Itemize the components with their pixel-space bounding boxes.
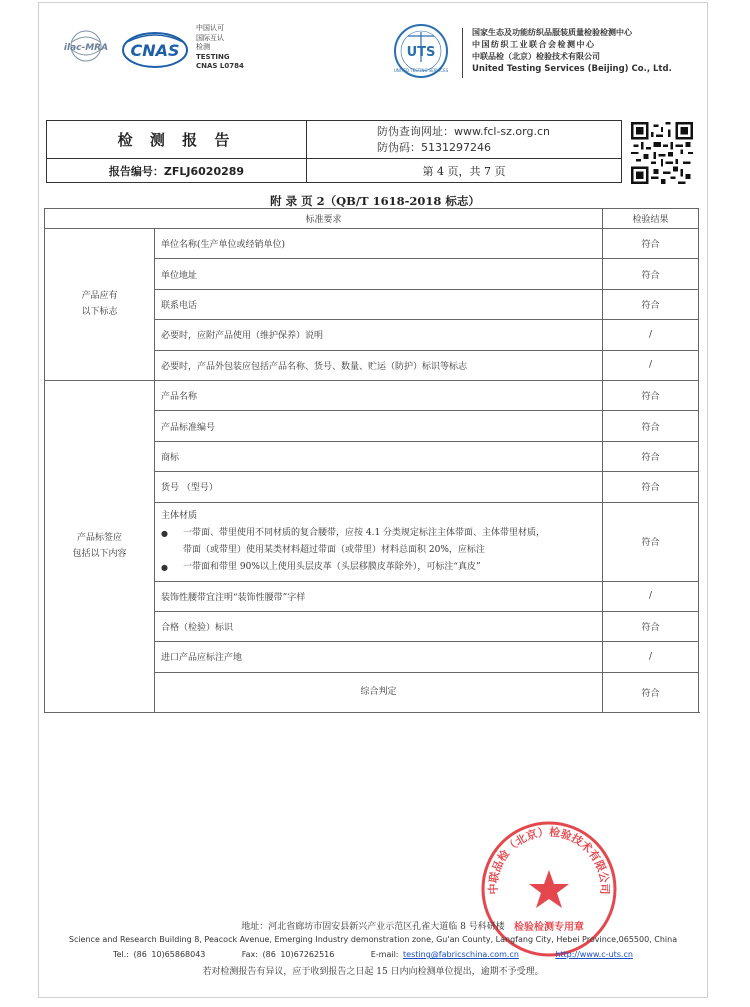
result-cell: 符合 <box>603 502 699 581</box>
column-header-result: 检验结果 <box>603 209 699 229</box>
svg-text:UNITED TESTING SERVICES: UNITED TESTING SERVICES <box>393 68 449 73</box>
appendix-title: 附 录 页 2（QB/T 1618-2018 标志） <box>270 194 480 208</box>
website-link[interactable]: http://www.c-uts.cn <box>555 950 633 959</box>
footer-contacts: Tel.: (86 10)65868043 Fax: (86 10)67262516 E-mail: testing@fabricschina.com.cn http://www.c-uts.cn <box>113 950 633 959</box>
table-row <box>45 380 699 410</box>
result-cell: 符合 <box>603 472 699 502</box>
result-cell: / <box>603 320 699 350</box>
table-row <box>45 229 699 259</box>
svg-text:检验检测专用章: 检验检测专用章 <box>514 922 584 933</box>
report-title: 检 测 报 告 <box>47 121 307 159</box>
result-cell: 符合 <box>603 441 699 471</box>
result-cell: / <box>603 581 699 611</box>
report-header-table <box>46 120 622 183</box>
anti-fake-info: 防伪查询网址：www.fcl-sz.org.cn 防伪码：5131297246 <box>307 121 622 159</box>
result-cell: / <box>603 642 699 672</box>
svg-text:UTS: UTS <box>406 45 436 60</box>
requirement-cell: 装饰性腰带宜注明“装饰性腰带”字样 <box>155 581 603 611</box>
footer-address-cn: 地址：河北省廊坊市固安县新兴产业示范区孔雀大道临 8 号科研楼 <box>241 922 505 932</box>
result-cell: 符合 <box>603 229 699 259</box>
svg-text:CNAS: CNAS <box>130 41 180 60</box>
footer-address-en: Science and Research Building 8, Peacock Avenue, Emerging Industry demonstration zone, Gu'an County, Langfang City, Hebei Province,065500, China <box>68 935 678 944</box>
category-cell: 产品标签应 包括以下内容 <box>45 380 155 712</box>
result-cell: 符合 <box>603 380 699 410</box>
requirement-cell: 联系电话 <box>155 289 603 319</box>
requirement-cell: 必要时，产品外包装应包括产品名称、货号、数量、贮运（防护）标识等标志 <box>155 350 603 380</box>
requirement-cell: 产品名称 <box>155 380 603 410</box>
result-cell: 符合 <box>603 289 699 319</box>
email-link[interactable]: testing@fabricschina.com.cn <box>403 950 519 959</box>
bullet-icon: ● <box>161 562 168 572</box>
column-header-requirement: 标准要求 <box>45 209 603 229</box>
cnas-logo <box>121 30 189 70</box>
report-number: 报告编号：ZFLJ6020289 <box>47 159 307 183</box>
requirements-table <box>44 208 699 713</box>
uts-logo <box>390 22 452 80</box>
category-cell: 产品应有 以下标志 <box>45 229 155 381</box>
requirement-cell: 单位名称(生产单位或经销单位) <box>155 229 603 259</box>
material-requirement-cell: 主体材质 ● 一带面、带里使用不同材质的复合腰带，应按 4.1 分类规定标注主体带面、主体带里材质， 带面（或带里）使用某类材料超过带面（或带里）材料总面积 20%，应标注 ● 一带面和带里 90%以上使用头层皮革（头层移膜皮革除外），可标注“真皮” <box>155 502 603 581</box>
requirement-cell: 合格（检验）标识 <box>155 611 603 641</box>
page-info: 第 4 页，共 7 页 <box>307 159 622 183</box>
organization-names: 国家生态及功能纺织品服装质量检验检测中心 中国纺织工业联合会检测中心 中联品检（北京）检验技术有限公司 United Testing Services (Beijing) Co., Ltd. <box>472 28 672 74</box>
ilac-mra-logo <box>58 28 114 70</box>
qr-code[interactable] <box>631 122 693 184</box>
requirement-cell: 货号 （型号） <box>155 472 603 502</box>
result-cell: 符合 <box>603 611 699 641</box>
requirement-cell: 商标 <box>155 441 603 471</box>
cnas-accreditation-text: 中国认可 国际互认 检测 TESTING CNAS L0784 <box>196 24 244 70</box>
svg-text:中联品检（北京）检验技术有限公司: 中联品检（北京）检验技术有限公司 <box>486 825 612 895</box>
result-cell: 符合 <box>603 259 699 289</box>
result-cell: / <box>603 350 699 380</box>
requirement-cell: 单位地址 <box>155 259 603 289</box>
overall-label: 综合判定 <box>155 672 603 712</box>
bullet-icon: ● <box>161 528 168 538</box>
requirement-cell: 必要时，应附产品使用（维护保养）说明 <box>155 320 603 350</box>
svg-text:ilac-MRA: ilac-MRA <box>63 43 109 53</box>
footer-notice: 若对检测报告有异议，应于收到报告之日起 15 日内向检测单位提出，逾期不予受理。 <box>202 967 544 977</box>
requirement-cell: 产品标准编号 <box>155 411 603 441</box>
overall-result: 符合 <box>603 672 699 712</box>
header-separator <box>462 28 463 78</box>
requirement-cell: 进口产品应标注产地 <box>155 642 603 672</box>
result-cell: 符合 <box>603 411 699 441</box>
